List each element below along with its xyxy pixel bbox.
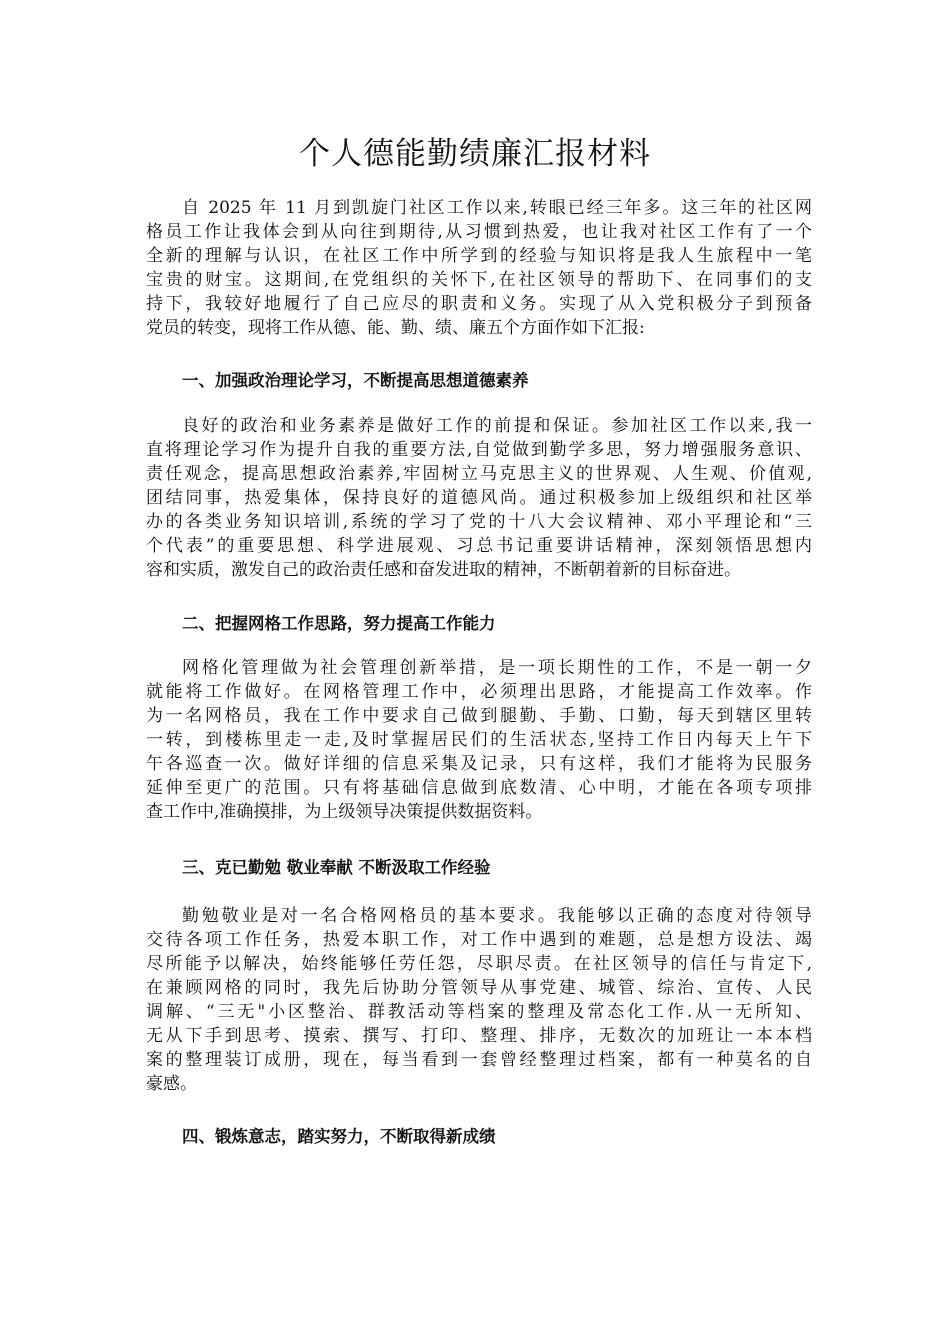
paragraph-line: 自 2025 年 11 月到凯旋门社区工作以来,转眼已经三年多。这三年的社区网 <box>182 198 812 218</box>
paragraph-line: 就能将工作做好。在网格管理工作中，必须理出思路，才能提高工作效率。作 <box>146 682 812 702</box>
paragraph-line: 责任观念，提高思想政治素养,牢固树立马克思主义的世界观、人生观、价值观, <box>146 464 812 484</box>
paragraph-line: 查工作中,准确摸排，为上级领导决策提供数据资料。 <box>146 802 543 822</box>
paragraph-line: 党员的转变，现将工作从德、能、勤、绩、廉五个方面作如下汇报: <box>146 318 645 338</box>
paragraph-line: 格员工作让我体会到从向往到期待,从习惯到热爱，也让我对社区工作有了一个 <box>146 222 812 242</box>
paragraph-line: 为一名网格员，我在工作中要求自己做到腿勤、手勤、口勤，每天到辖区里转 <box>146 706 812 726</box>
section-heading-4: 四、锻炼意志，踏实努力，不断取得新成绩 <box>182 1127 496 1146</box>
paragraph-line: 午各巡查一次。做好详细的信息采集及记录，只有这样，我们才能将为民服务 <box>146 754 812 774</box>
section-3-paragraph <box>146 904 812 1096</box>
paragraph-line: 直将理论学习作为提升自我的重要方法,自觉做到勤学多思，努力增强服务意识、 <box>146 440 812 460</box>
paragraph-line: 良好的政治和业务素养是做好工作的前提和保证。参加社区工作以来,我一 <box>182 416 812 436</box>
paragraph-line: 豪感。 <box>146 1074 197 1094</box>
section-2-paragraph <box>146 656 812 824</box>
paragraph-line: 团结同事，热爱集体，保持良好的道德风尚。通过积极参加上级组织和社区举 <box>146 488 812 508</box>
paragraph-line: 调解、“三无"小区整治、群教活动等档案的整理及常态化工作.从一无所知、 <box>146 1002 812 1022</box>
paragraph-line: 勤勉敬业是对一名合格网格员的基本要求。我能够以正确的态度对待领导 <box>182 906 812 926</box>
paragraph-line: 交待各项工作任务，热爱本职工作，对工作中遇到的难题，总是想方设法、竭 <box>146 930 812 950</box>
document-title: 个人德能勤绩廉汇报材料 <box>299 136 651 172</box>
intro-paragraph <box>146 196 812 340</box>
paragraph-line: 个代表”的重要思想、科学进展观、习总书记重要讲话精神，深刻领悟思想内 <box>146 536 812 556</box>
section-heading-2: 二、把握网格工作思路，努力提高工作能力 <box>182 614 496 633</box>
paragraph-line: 办的各类业务知识培训,系统的学习了党的十八大会议精神、邓小平理论和“三 <box>146 512 812 532</box>
paragraph-line: 一转，到楼栋里走一走,及时掌握居民们的生活状态,坚持工作日内每天上午下 <box>146 730 812 750</box>
paragraph-line: 在兼顾网格的同时，我先后协助分管领导从事党建、城管、综治、宣传、人民 <box>146 978 812 998</box>
paragraph-line: 宝贵的财宝。这期间,在党组织的关怀下,在社区领导的帮助下、在同事们的支 <box>146 270 812 290</box>
section-1-paragraph <box>146 414 812 582</box>
section-heading-1: 一、加强政治理论学习，不断提高思想道德素养 <box>182 371 529 390</box>
paragraph-line: 延伸至更广的范围。只有将基础信息做到底数清、心中明，才能在各项专项排 <box>146 778 812 798</box>
paragraph-line: 案的整理装订成册，现在，每当看到一套曾经整理过档案，都有一种莫名的自 <box>146 1050 812 1070</box>
paragraph-line: 网格化管理做为社会管理创新举措，是一项长期性的工作，不是一朝一夕 <box>182 658 812 678</box>
paragraph-line: 全新的理解与认识，在社区工作中所学到的经验与知识将是我人生旅程中一笔 <box>146 246 812 266</box>
section-heading-3: 三、克已勤勉 敬业奉献 不断汲取工作经验 <box>182 858 491 877</box>
paragraph-line: 无从下手到思考、摸索、撰写、打印、整理、排序，无数次的加班让一本本档 <box>146 1026 812 1046</box>
paragraph-line: 持下，我较好地履行了自己应尽的职责和义务。实现了从入党积极分子到预备 <box>146 294 812 314</box>
paragraph-line: 容和实质，激发自己的政治责任感和奋发进取的精神，不断朝着新的目标奋进。 <box>146 560 741 580</box>
paragraph-line: 尽所能予以解决，始终能够任劳任怨，尽职尽责。在社区领导的信任与肯定下, <box>146 954 812 974</box>
